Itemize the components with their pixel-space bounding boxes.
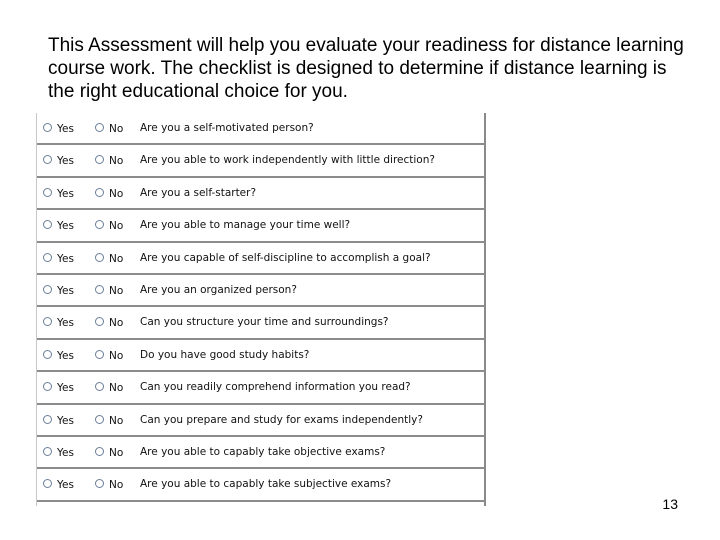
question-text: Are you able to capably take objective exams? [140,445,386,458]
question-text: Are you able to capably take subjective exams? [140,478,392,491]
no-radio-button[interactable] [95,188,104,197]
yes-radio-button[interactable] [43,415,52,424]
checklist-row [37,275,484,307]
no-label: No [109,284,124,297]
question-text: Are you able to work independently with little direction? [140,154,435,167]
yes-radio-button[interactable] [43,123,52,132]
intro-paragraph: This Assessment will help you evaluate your readiness for distance learning course work. The checklist is designed to determine if distance learning is the right educational choice for you. [48,35,684,102]
no-label: No [109,382,124,395]
checklist-row [37,437,484,469]
yes-radio-button[interactable] [43,220,52,229]
no-label: No [109,252,124,265]
yes-label: Yes [57,479,74,492]
no-label: No [109,317,124,330]
no-label: No [109,155,124,168]
yes-radio-button[interactable] [43,350,52,359]
no-radio-button[interactable] [95,447,104,456]
no-radio-button[interactable] [95,123,104,132]
yes-radio-button[interactable] [43,285,52,294]
yes-radio-button[interactable] [43,479,52,488]
no-label: No [109,446,124,459]
yes-label: Yes [57,349,74,362]
no-radio-button[interactable] [95,220,104,229]
no-radio-button[interactable] [95,253,104,262]
question-text: Are you a self-motivated person? [140,122,314,134]
yes-label: Yes [57,252,74,265]
question-text: Can you prepare and study for exams independently? [140,413,423,426]
question-text: Are you capable of self-discipline to accomplish a goal? [140,251,431,264]
checklist-row [37,340,484,372]
yes-radio-button[interactable] [43,253,52,262]
checklist-row [37,178,484,210]
yes-label: Yes [57,284,74,297]
checklist-row [37,469,484,501]
checklist-row [37,372,484,404]
yes-label: Yes [57,382,74,395]
no-label: No [109,479,124,492]
yes-label: Yes [57,317,74,330]
question-text: Are you able to manage your time well? [140,219,351,232]
readiness-checklist [36,113,486,506]
yes-label: Yes [57,123,74,135]
checklist-row [37,210,484,242]
checklist-row [37,113,484,145]
yes-radio-button[interactable] [43,155,52,164]
question-text: Can you readily comprehend information you read? [140,381,411,394]
checklist-row [37,405,484,437]
no-radio-button[interactable] [95,350,104,359]
yes-label: Yes [57,155,74,168]
yes-radio-button[interactable] [43,317,52,326]
checklist-row [37,307,484,339]
checklist-row [37,145,484,177]
no-radio-button[interactable] [95,415,104,424]
no-radio-button[interactable] [95,285,104,294]
no-label: No [109,414,124,427]
yes-label: Yes [57,187,74,200]
yes-label: Yes [57,414,74,427]
yes-label: Yes [57,446,74,459]
no-label: No [109,220,124,233]
yes-label: Yes [57,220,74,233]
question-text: Can you structure your time and surroundings? [140,316,389,329]
yes-radio-button[interactable] [43,188,52,197]
no-label: No [109,187,124,200]
yes-radio-button[interactable] [43,447,52,456]
no-label: No [109,349,124,362]
no-radio-button[interactable] [95,382,104,391]
question-text: Are you an organized person? [140,283,297,296]
no-radio-button[interactable] [95,479,104,488]
no-radio-button[interactable] [95,317,104,326]
yes-radio-button[interactable] [43,382,52,391]
question-text: Do you have good study habits? [140,348,310,361]
page-number: 13 [662,496,678,512]
no-label: No [109,123,124,135]
checklist-row [37,243,484,275]
no-radio-button[interactable] [95,155,104,164]
question-text: Are you a self-starter? [140,186,257,199]
